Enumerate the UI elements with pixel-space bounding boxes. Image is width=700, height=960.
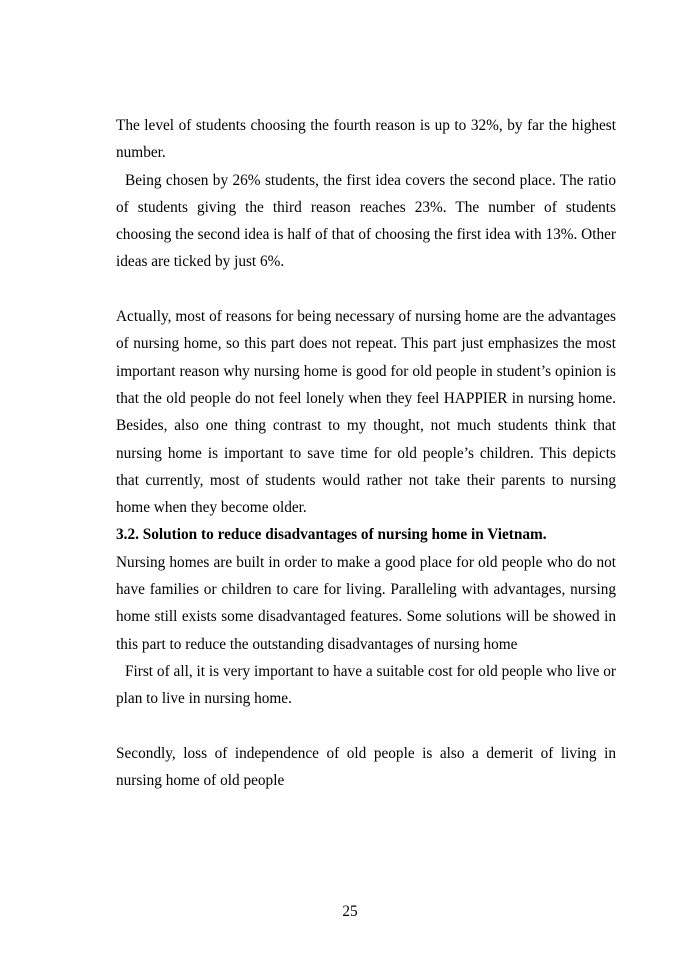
paragraph-second-solution: Secondly, loss of independence of old people is also a demerit of living in nursing home of old people [116,744,616,790]
paragraph-first-solution: First of all, it is very important to have a suitable cost for old people who live or plan to live in nursing home. [116,662,616,708]
paragraph-solutions-intro: Nursing homes are built in order to make a good place for old people who do not have families or children to care for living. Paralleling with advantages, nursing home still exists some disadvantaged features. Some solutions will be showed in this part to reduce the outstanding disadvantages of nursing home [116,553,616,653]
paragraph-other-reasons: Being chosen by 26% students, the first idea covers the second place. The ratio of students giving the third reason reaches 23%. The number of students choosing the second idea is half of that of choosing the first idea with 13%. Other ideas are ticked by just 6%. [116,171,616,271]
page-number: 25 [342,903,358,920]
paragraph-fourth-reason: The level of students choosing the fourth reason is up to 32%, by far the highest number. [116,117,616,162]
document-body [116,112,616,794]
paragraph-analysis: Actually, most of reasons for being necessary of nursing home are the advantages of nursing home, so this part does not repeat. This part just emphasizes the most important reason why nursing home is good for old people in student’s opinion is that the old people do not feel lonely when they feel HAPPIER in nursing home. Besides, also one thing contrast to my thought, not much students think that nursing home is important to save time for old people’s children. This depicts that currently, most of students would rather not take their parents to nursing home when they become older. [116,308,616,517]
section-heading: 3.2. Solution to reduce disadvantages of nursing home in Vietnam. [116,526,547,544]
